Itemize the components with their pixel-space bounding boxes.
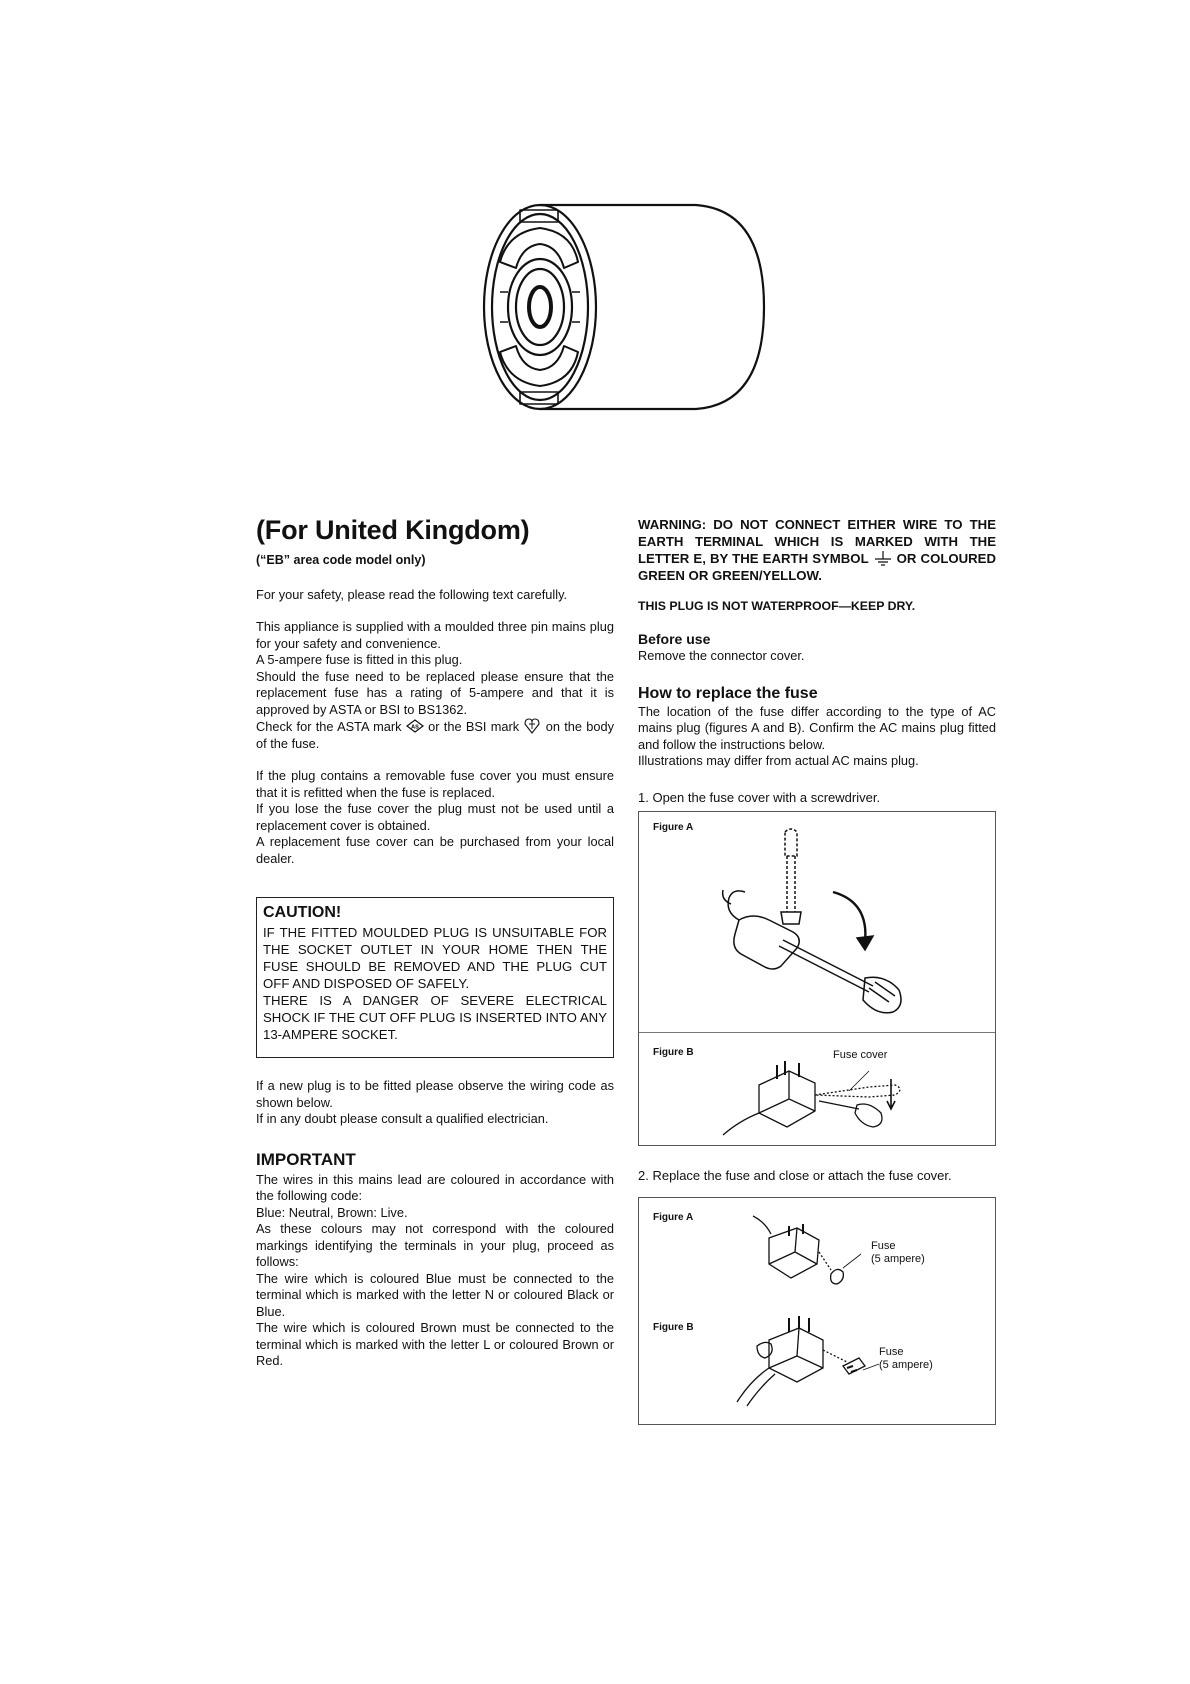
plug-fuse-cover-icon xyxy=(719,1055,919,1143)
important-title: IMPORTANT xyxy=(256,1149,356,1169)
step-1-figure-b xyxy=(639,1033,995,1145)
ferrite-core-figure xyxy=(478,202,768,412)
step-1-text: 1. Open the fuse cover with a screwdriver. xyxy=(638,789,881,805)
how-to-title: How to replace the fuse xyxy=(638,684,818,702)
fuse-cover-label: Fuse cover xyxy=(833,1048,888,1061)
warning-text-after: OR COLOURED GREEN OR GREEN/YELLOW. xyxy=(638,551,996,583)
fuse-rating: (5 ampere) xyxy=(871,1252,925,1265)
important-line: Blue: Neutral, Brown: Live. xyxy=(256,1204,408,1220)
figure-label: Figure A xyxy=(653,1211,694,1223)
fuse-label: Fuse xyxy=(871,1239,896,1252)
check-mark-before: Check for the ASTA mark xyxy=(256,719,402,735)
warning-text-before: WARNING: DO NOT CONNECT EITHER WIRE TO THE EARTH TERMINAL WHICH IS MARKED WITH THE LETTER E, BY THE EARTH SYMBOL xyxy=(638,517,996,566)
figure-label: Figure A xyxy=(653,821,694,833)
caution-text: IF THE FITTED MOULDED PLUG IS UNSUITABLE FOR THE SOCKET OUTLET IN YOUR HOME THEN THE FUSE SHOULD BE REMOVED AND THE PLUG CUT OFF AND DISPOSED OF SAFELY. xyxy=(263,925,607,992)
left-column xyxy=(256,516,614,1370)
not-waterproof-note: THIS PLUG IS NOT WATERPROOF—KEEP DRY. xyxy=(638,599,916,613)
earth-symbol-icon xyxy=(873,551,893,566)
important-line: As these colours may not correspond with the coloured markings identifying the terminals in your plug, proceed as follows: xyxy=(256,1221,614,1270)
cover-para-line: If the plug contains a removable fuse cover you must ensure that it is refitted when the fuse is replaced. xyxy=(256,768,614,800)
step-1-figure-a xyxy=(639,812,995,1033)
figure-label: Figure B xyxy=(653,1046,694,1058)
safety-intro: For your safety, please read the following text carefully. xyxy=(256,586,568,602)
caution-title: CAUTION! xyxy=(263,904,342,922)
how-to-note: Illustrations may differ from actual AC mains plug. xyxy=(638,753,919,768)
fuse-para-line: Should the fuse need to be replaced please ensure that the replacement fuse has a rating of 5-ampere and that it is approved by ASTA or BSI to BS1362. xyxy=(256,668,614,717)
page-title: (For United Kingdom) xyxy=(256,515,530,545)
earth-warning xyxy=(638,516,996,584)
wiring-para-line: If a new plug is to be fitted please observe the wiring code as shown below. xyxy=(256,1078,614,1110)
step-2-figure-panel xyxy=(639,1198,995,1424)
cover-para-line: If you lose the fuse cover the plug must not be used until a replacement cover is obtained. xyxy=(256,801,614,833)
fuse-para-line: This appliance is supplied with a moulded three pin mains plug for your safety and convenience. xyxy=(256,619,614,651)
plug-fuse-replace-a-icon xyxy=(749,1212,869,1300)
area-code-note: (“EB” area code model only) xyxy=(256,552,426,567)
important-line: The wire which is coloured Brown must be connected to the terminal which is marked with the letter L or coloured Brown or Red. xyxy=(256,1320,614,1369)
fuse-label: Fuse xyxy=(879,1345,904,1358)
fuse-rating: (5 ampere) xyxy=(879,1358,933,1371)
svg-text:AS: AS xyxy=(411,724,419,731)
figure-label: Figure B xyxy=(653,1321,694,1333)
cover-para-line: A replacement fuse cover can be purchased from your local dealer. xyxy=(256,834,614,866)
caution-text: THERE IS A DANGER OF SEVERE ELECTRICAL SHOCK IF THE CUT OFF PLUG IS INSERTED INTO ANY 13-AMPERE SOCKET. xyxy=(263,993,607,1043)
screwdriver-open-cover-icon xyxy=(719,816,919,1026)
plug-fuse-replace-b-icon xyxy=(735,1310,885,1410)
check-mark-after: on the body of the fuse. xyxy=(256,719,615,751)
right-column xyxy=(638,516,996,1425)
check-mark-middle: or the BSI mark xyxy=(428,719,520,735)
important-line: The wire which is coloured Blue must be connected to the terminal which is marked with the letter N or coloured Black or Blue. xyxy=(256,1270,614,1319)
how-to-text: The location of the fuse differ according to the type of AC mains plug (figures A and B). Confirm the AC mains plug fitted and follow the instructions below. xyxy=(638,703,996,752)
before-use-text: Remove the connector cover. xyxy=(638,648,805,663)
asta-mark-icon xyxy=(406,719,424,733)
before-use-title: Before use xyxy=(638,631,711,647)
step-1-figures xyxy=(638,811,996,1146)
caution-box xyxy=(256,897,614,1058)
wiring-para-line: If in any doubt please consult a qualified electrician. xyxy=(256,1111,549,1127)
ferrite-core-icon xyxy=(478,202,768,412)
fuse-para-line: A 5-ampere fuse is fitted in this plug. xyxy=(256,652,463,668)
step-2-text: 2. Replace the fuse and close or attach the fuse cover. xyxy=(638,1167,952,1183)
bsi-kitemark-icon xyxy=(523,718,541,734)
important-line: The wires in this mains lead are coloured in accordance with the following code: xyxy=(256,1171,614,1204)
step-2-figures xyxy=(638,1197,996,1425)
check-mark-line xyxy=(256,718,614,752)
